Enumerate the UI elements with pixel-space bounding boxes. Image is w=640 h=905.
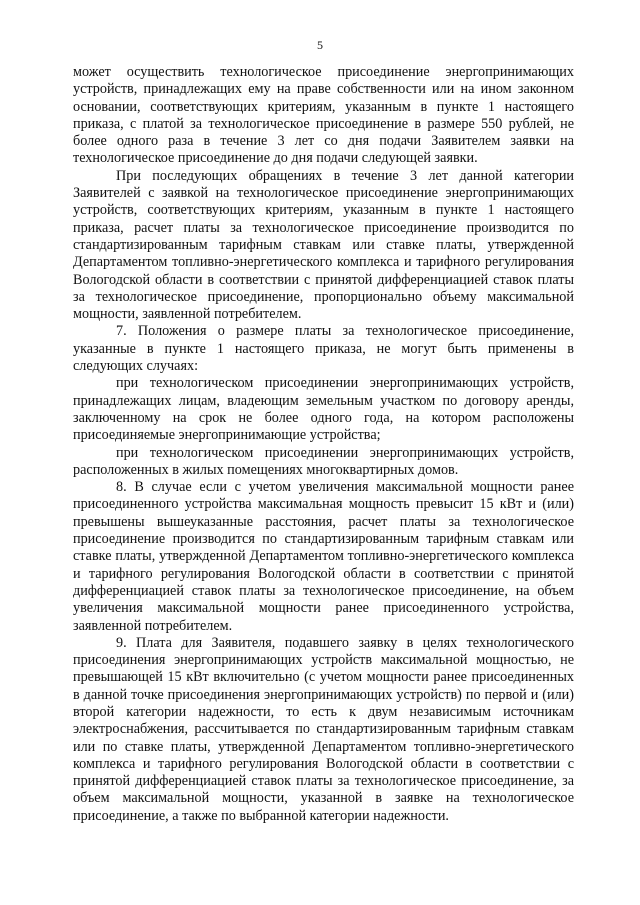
paragraph-item-7: 7. Положения о размере платы за технологическое присоединение, указанные в пункте 1 настоящего приказа, не могут быть применены в следующих случаях: [73, 323, 574, 375]
document-body [73, 64, 574, 825]
paragraph-repeat-applications: При последующих обращениях в течение 3 лет данной категории Заявителей с заявкой на технологическое присоединение энергопринимающих устройств, соответствующих критериям, указанным в пункте 1 настоящего приказа, расчет платы за технологическое присоединение производится по стандартизированным тарифным ставкам или ставке платы, утвержденной Департаментом топливно-энергетического комплекса и тарифного регулирования Вологодской области в соответствии с принятой дифференциацией ставок платы за технологическое присоединение, пропорционально объему максимальной мощности, заявленной потребителем. [73, 167, 574, 323]
page-number: 5 [317, 38, 323, 52]
paragraph-item-7-case-lease: при технологическом присоединении энергопринимающих устройств, принадлежащих лицам, владеющим земельным участком по договору аренды, заключенному на срок не более одного года, на котором расположены присоединяемые энергопринимающие устройства; [73, 375, 574, 444]
paragraph-continuation: может осуществить технологическое присоединение энергопринимающих устройств, принадлежащих ему на праве собственности или на ином законном основании, соответствующих критериям, указанным в пункте 1 настоящего приказа, с платой за технологическое присоединение в размере 550 рублей, не более одного раза в течение 3 лет со дня подачи Заявителем заявки на технологическое присоединение до дня подачи следующей заявки. [73, 64, 574, 167]
paragraph-item-8: 8. В случае если с учетом увеличения максимальной мощности ранее присоединенного устройства максимальная мощность превысит 15 кВт и (или) превышены вышеуказанные расстояния, расчет платы за технологическое присоединение производится по стандартизированным тарифным ставкам или ставке платы, утвержденной Департаментом топливно-энергетического комплекса и тарифного регулирования Вологодской области в соответствии с принятой дифференциацией ставок платы за технологическое присоединение, на объем увеличения максимальной мощности ранее присоединенного устройства, заявленной потребителем. [73, 479, 574, 634]
paragraph-item-9: 9. Плата для Заявителя, подавшего заявку в целях технологического присоединения энергопринимающих устройств максимальной мощностью, не превышающей 15 кВт включительно (с учетом мощности ранее присоединенных в данной точке присоединения энергопринимающих устройств) по первой и (или) второй категории надежности, то есть к двум независимым источникам электроснабжения, рассчитывается по стандартизированным тарифным ставкам или по ставке платы, утвержденной Департаментом топливно-энергетического комплекса и тарифного регулирования Вологодской области в соответствии с принятой дифференциацией ставок платы за технологическое присоединение, за объем максимальной мощности, указанной в заявке на технологическое присоединение, а также по выбранной категории надежности. [73, 634, 574, 824]
paragraph-item-7-case-apartments: при технологическом присоединении энергопринимающих устройств, расположенных в жилых помещениях многоквартирных домов. [73, 444, 574, 478]
